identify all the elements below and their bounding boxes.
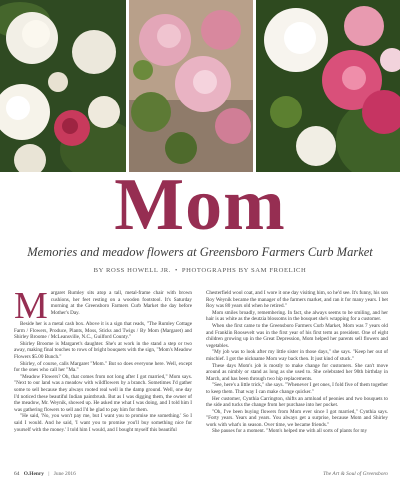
article-subtitle: Memories and meadow flowers at Greensboro Farmers Curb Market xyxy=(27,245,373,259)
photo-strip xyxy=(0,0,400,172)
page-number: 64 xyxy=(14,470,20,477)
pink-peonies-image xyxy=(129,0,253,172)
article-paragraph: Shirley Broome is Margaret's daughter. She's at work in the stand a step or two away, making final touches to rows of bright bouquets with the sign, "Mom's Meadow Flowers $5.00 Bunch." xyxy=(14,340,192,360)
photo-pink-peonies xyxy=(129,0,253,172)
article-paragraph xyxy=(14,290,192,321)
paragraph-text: argaret Rumley sits atop a tall, metal-frame chair with brown cushions, her feet resting on a wooden footstool. It's Saturday morning at the Greensboro Farmers Curb Market the day before Mother's Day. xyxy=(50,290,192,316)
photo-white-peonies xyxy=(0,0,126,172)
page-footer xyxy=(14,469,388,478)
footer-tagline: The Art & Soul of Greensboro xyxy=(323,470,388,477)
byline-separator: • xyxy=(174,267,178,274)
article-paragraph: Her customer, Cynthia Carrington, shifts an armload of peonies and two bouquets to the side and tucks the change from her purchase into her pocket. xyxy=(206,395,388,409)
article-paragraph: Shirley, of course, calls Margaret "Mom." But so does everyone here. Well, except for the ones who call her "Ma." xyxy=(14,360,192,374)
author-credit: BY ROSS HOWELL JR. xyxy=(93,267,171,274)
article-paragraph: "Meadow Flowers? Oh, that comes from not long after I got married," Mom says. "Next to our land was a meadow with wildflowers by a branch. Sometimes I'd gather some to sell because they always rooted real well in the damp ground. Well, one day I'd noticed these beautiful Indian paintbrush. But as I was digging them, the owner of the meadow, Mr. Weynik, showed up. He asked me what I was doing, and I told him I was gathering flowers to sell and I'd be glad to pay him for them. xyxy=(14,373,192,413)
article-paragraph: "See, here's a little trick," she says. "Whenever I get ones, I fold five of them together to keep them. That way I can make change quicker." xyxy=(206,382,388,395)
byline xyxy=(0,267,400,274)
photographer-credit: PHOTOGRAPHS BY SAM FROELICH xyxy=(181,267,307,274)
mixed-blooms-image xyxy=(256,0,400,172)
article-paragraph: When she first came to the Greensboro Farmers Curb Market, Mom was 7 years old and Franklin Roosevelt was in the first year of his first term as president. One of eight children growing up in the Great Depression, Mom helped her parents sell flowers and vegetables. xyxy=(206,322,388,349)
article-paragraph: Mom smiles broadly, remembering. In fact, she always seems to be smiling, and her hair is as white as the deutzia blossoms in the bouquet she's wrapping for a customer. xyxy=(206,309,388,323)
article-paragraph: "My job was to look after my little sister in those days," she says. "Keep her out of mischief. I got the nickname Mom way back then. It just kind of stuck." xyxy=(206,349,388,362)
magazine-name: O.Henry xyxy=(23,470,44,477)
issue-date: June 2016 xyxy=(53,470,76,477)
dropcap: M xyxy=(14,290,48,321)
article-column-right xyxy=(206,290,388,435)
article-title: Mom xyxy=(114,164,286,246)
footer-divider: | xyxy=(48,470,50,477)
photo-mixed-blooms xyxy=(256,0,400,172)
article-paragraph: Chesterfield wool coat, and I wore it one day visiting him, so he'd see. It's funny, his son Roy Weynik became the manager of the farmers market, and ran it for many years. I bet Roy was 80 years old when he retired." xyxy=(206,290,388,310)
footer-folio xyxy=(14,471,79,477)
article-paragraph: "He said, 'No, you won't pay me, but I want you to promise me something.' So I said I would. And he said, 'I want you to promise you'll buy something nice for yourself with the money.' I told him I would, and I bought myself this beautiful xyxy=(14,413,192,433)
article-paragraph: "Oh, I've been buying flowers from Mom ever since I got married," Cynthia says. "Forty years. Years and years. You always get a surprise, because Mom and Shirley work with what's in season. Over time, we became friends." xyxy=(206,408,388,428)
article-paragraph: She pauses for a moment. "Mom's helped me with all sorts of plants for my xyxy=(212,428,368,435)
article-paragraph: These days Mom's job is mostly to make change for customers. She can't move around as nimbly or stand as long as she used to. She celebrated her 90th birthday in March, and has been through two hip replacements. xyxy=(206,362,388,382)
article-column-left xyxy=(14,290,192,433)
white-peonies-image xyxy=(0,0,126,172)
article-paragraph: Beside her is a metal cash box. Above it is a sign that reads, "The Rumley Cottage Farm / Flowers, Produce, Plants, Moss, Sticks and Twigs / By Mom (Margaret) and Shirley Broome / McLeansville, N.C., Guilford County." xyxy=(14,321,192,341)
